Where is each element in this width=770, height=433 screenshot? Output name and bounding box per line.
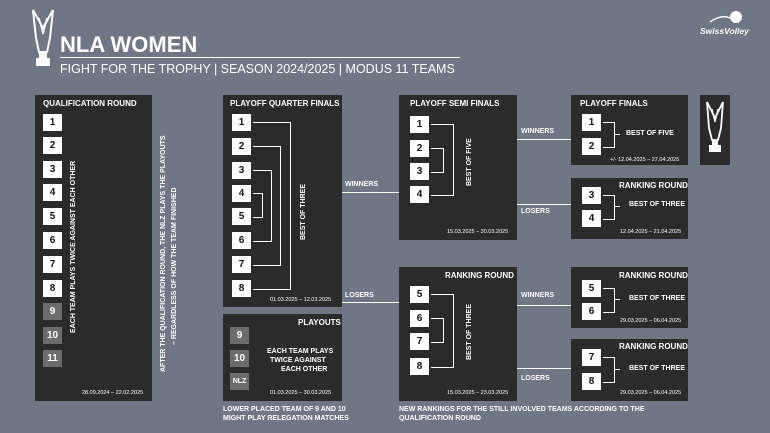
nlz-note-line1: AFTER THE QUALIFICATION ROUND, THE NLZ PLAYS THE PLAYOUTS [160,135,167,372]
seed-box: 2 [232,138,251,155]
rank-5-6-format: BEST OF THREE [629,295,686,302]
seed-box: 8 [232,280,251,297]
seed-box: 4 [582,210,601,227]
seed-box: 4 [410,186,429,203]
bracket-7v8-stem [614,369,620,370]
page-subtitle: FIGHT FOR THE TROPHY | SEASON 2024/2025 | MODUS 11 TEAMS [60,62,455,76]
seed-box: 6 [410,310,429,327]
seed-box: 2 [582,138,601,155]
connector-winners [342,192,399,193]
rank-3-4-format: BEST OF THREE [629,201,686,208]
rank-7-8-dates: 29.03.2025 – 06.04.2025 [620,390,682,396]
seed-box: 6 [232,232,251,249]
bracket-5v6-stem [614,299,620,300]
seed-box: 1 [410,116,429,133]
bracket-sf-2v3 [431,148,444,173]
finals-format: BEST OF FIVE [626,130,674,137]
seed-box: 5 [43,208,62,225]
trophy-icon [704,100,726,158]
seed-box: 1 [232,114,251,131]
title-divider [60,57,460,58]
qualification-dates: 28.09.2024 – 22.02.2025 [82,390,144,396]
ranking-round-dates: 15.03.2025 – 23.03.2025 [447,390,509,396]
seed-box: 9 [43,303,62,320]
winners-label: WINNERS [345,181,379,188]
qualification-note: EACH TEAM PLAYS TWICE AGAINST EACH OTHER [70,160,77,333]
rank-5-6-dates: 29.03.2025 – 06.04.2025 [620,318,682,324]
playouts-dates: 01.03.2025 – 30.03.2025 [270,390,332,396]
playouts-format-line: TWICE AGAINST [270,357,326,364]
bracket-final [603,122,615,148]
seed-box: 11 [43,350,62,367]
semi-finals-title: PLAYOFF SEMI FINALS [410,99,500,108]
connector-losers [342,302,399,303]
losers-label: LOSERS [345,292,374,299]
bracket-4v5 [253,193,263,218]
seed-box: 3 [582,187,601,204]
seed-box: 9 [230,327,249,344]
trophy-logo [30,8,56,72]
finals-dates: +/- 12.04.2025 – 27.04.2025 [610,157,680,163]
rank-3-4-title: RANKING ROUND [619,181,688,190]
bracket-7v8 [603,357,615,383]
brand-name: SwissVolley [700,26,749,36]
seed-box: 3 [410,163,429,180]
seed-box: 4 [43,184,62,201]
connector-sf-losers [517,204,571,205]
rank-7-8-title: RANKING ROUND [619,342,688,351]
playouts-note-line: MIGHT PLAY RELEGATION MATCHES [223,415,349,422]
playouts-title: PLAYOUTS [298,318,341,327]
ranking-note-line: QUALIFICATION ROUND [399,415,481,422]
seed-box: NLZ [230,373,249,390]
quarter-dates: 01.03.2025 – 12.03.2025 [270,297,332,303]
brand-logo [696,10,756,38]
winners-label: WINNERS [521,128,555,135]
seed-box: 5 [410,286,429,303]
seed-box: 7 [232,256,251,273]
seed-box: 1 [582,114,601,131]
rank-5-6-title: RANKING ROUND [619,271,688,280]
playouts-note-line: LOWER PLACED TEAM OF 9 AND 10 [223,406,346,413]
semi-format: BEST OF FIVE [466,138,473,186]
rank-3-4-dates: 12.04.2025 – 21.04.2025 [620,229,682,235]
seed-box: 3 [43,161,62,178]
ranking-round-format: BEST OF THREE [466,303,473,360]
nlz-note-line2: – REGARDLESS OF HOW THE TEAM FINISHED [171,187,178,345]
seed-box: 10 [230,350,249,367]
connector-rr-winners [517,305,571,306]
seed-box: 6 [582,303,601,320]
bracket-5v6 [603,288,615,313]
rank-7-8-format: BEST OF THREE [629,365,686,372]
quarter-format: BEST OF THREE [300,183,307,240]
seed-box: 2 [410,140,429,157]
playouts-format-line: EACH OTHER [281,366,328,373]
volleyball-icon [696,10,756,26]
seed-box: 3 [232,162,251,179]
seed-box: 4 [232,185,251,202]
seed-box: 1 [43,114,62,131]
ranking-note-line: NEW RANKINGS FOR THE STILL INVOLVED TEAMS ACCORDING TO THE [399,406,645,413]
seed-box: 2 [43,137,62,154]
seed-box: 5 [582,280,601,297]
quarter-finals-title: PLAYOFF QUARTER FINALS [230,99,340,108]
qualification-title: QUALIFICATION ROUND [43,99,137,108]
seed-box: 10 [43,327,62,344]
page-title: NLA WOMEN [60,32,198,57]
winners-label: WINNERS [521,292,555,299]
connector-sf-winners [517,139,571,140]
seed-box: 7 [582,349,601,366]
finals-title: PLAYOFF FINALS [580,99,648,108]
losers-label: LOSERS [521,375,550,382]
bracket-rr-6v7 [431,318,444,343]
playouts-format-line: EACH TEAM PLAYS [267,348,334,355]
bracket-3v4-stem [614,206,620,207]
semi-dates: 15.03.2025 – 30.03.2025 [447,229,509,235]
losers-label: LOSERS [521,208,550,215]
seed-box: 8 [582,373,601,390]
ranking-round-title: RANKING ROUND [445,271,514,280]
connector-rr-losers [517,368,571,369]
seed-box: 7 [410,333,429,350]
seed-box: 7 [43,256,62,273]
seed-box: 5 [232,208,251,225]
bracket-3v4 [603,195,615,220]
seed-box: 8 [410,358,429,375]
seed-box: 8 [43,280,62,297]
bracket-final-stem [614,134,620,135]
seed-box: 6 [43,232,62,249]
